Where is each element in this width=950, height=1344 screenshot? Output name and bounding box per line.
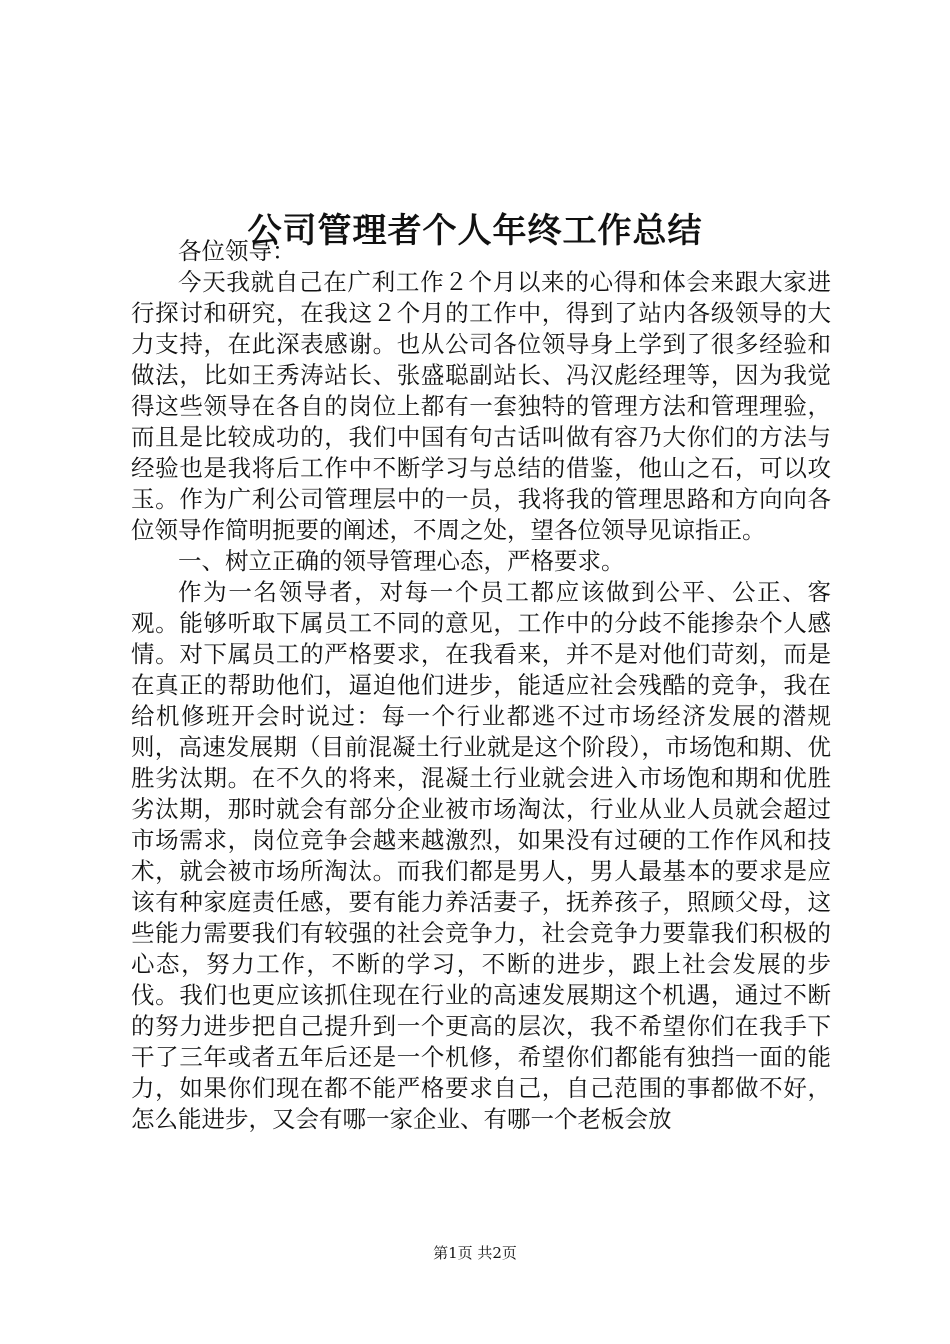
paragraph-intro: 今天我就自己在广利工作２个月以来的心得和体会来跟大家进行探讨和研究，在我这２个月的工作中，得到了站内各级领导的大力支持，在此深表感谢。也从公司各位领导身上学到了很多经验和做法，比如王秀涛站长、张盛聪副站长、冯汉彪经理等，因为我觉得这些领导在各自的岗位上都有一套独特的管理方法和管理理验，而且是比较成功的，我们中国有句古话叫做有容乃大你们的方法与经验也是我将后工作中不断学习与总结的借鉴，他山之石，可以攻玉。作为广利公司管理层中的一员，我将我的管理思路和方向向各位领导作简明扼要的阐述，不周之处，望各位领导见谅指正。 — [131, 268, 831, 544]
paragraph-section-1: 作为一名领导者，对每一个员工都应该做到公平、公正、客观。能够听取下属员工不同的意见，工作中的分歧不能掺杂个人感情。对下属员工的严格要求，在我看来，并不是对他们苛刻，而是在真正的帮助他们，逼迫他们进步，能适应社会残酷的竞争，我在给机修班开会时说过：每一个行业都逃不过市场经济发展的潜规则，高速发展期（目前混凝土行业就是这个阶段），市场饱和期、优胜劣汰期。在不久的将来，混凝土行业就会进入市场饱和期和优胜劣汰期，那时就会有部分企业被市场淘汰，行业从业人员就会超过市场需求，岗位竞争会越来越激烈，如果没有过硬的工作作风和技术，就会被市场所淘汰。而我们都是男人，男人最基本的要求是应该有种家庭责任感，要有能力养活妻子，抚养孩子，照顾父母，这些能力需要我们有较强的社会竞争力，社会竞争力要靠我们积极的心态，努力工作，不断的学习，不断的进步，跟上社会发展的步伐。我们也更应该抓住现在行业的高速发展期这个机遇，通过不断的努力进步把自己提升到一个更高的层次，我不希望你们在我手下干了三年或者五年后还是一个机修，希望你们都能有独挡一面的能力，如果你们现在都不能严格要求自己，自己范围的事都做不好，怎么能进步，又会有哪一家企业、有哪一个老板会放 — [131, 578, 831, 1133]
salutation: 各位领导： — [178, 237, 296, 265]
section-heading-1: 一、树立正确的领导管理心态，严格要求。 — [178, 547, 625, 575]
document-body — [131, 236, 831, 1135]
document-title: 公司管理者个人年终工作总结 — [247, 210, 703, 251]
page-footer: 第1页 共2页 — [433, 1244, 517, 1262]
